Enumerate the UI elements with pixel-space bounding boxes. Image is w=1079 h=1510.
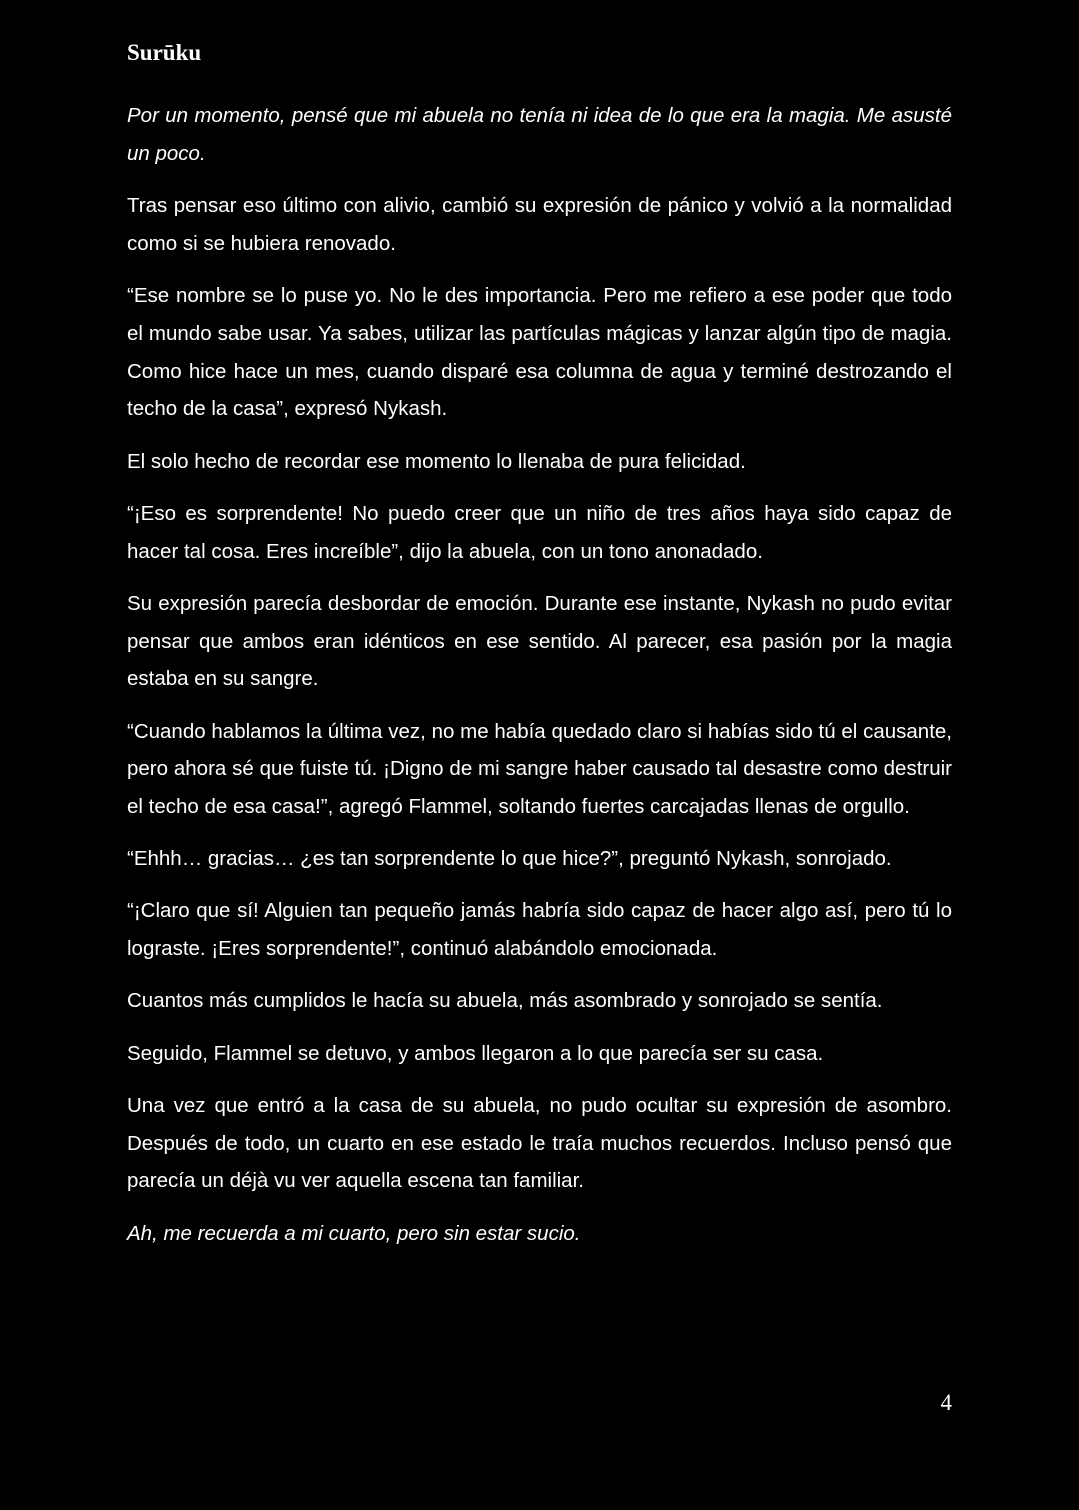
running-header-title: Surūku bbox=[127, 40, 202, 65]
paragraph: “Ehhh… gracias… ¿es tan sorprendente lo que hice?”, preguntó Nykash, sonrojado. bbox=[127, 847, 892, 871]
page-number: 4 bbox=[940, 1390, 952, 1415]
paragraph: Su expresión parecía desbordar de emoción. Durante ese instante, Nykash no pudo evitar pensar que ambos eran idénticos en ese sentido. Al parecer, esa pasión por la magia estaba en su sangre. bbox=[127, 591, 952, 691]
paragraph: “Ese nombre se lo puse yo. No le des importancia. Pero me refiero a ese poder que todo el mundo sabe usar. Ya sabes, utilizar las partículas mágicas y lanzar algún tipo de magia. Como hice hace un mes, cuando disparé esa columna de agua y terminé destrozando el techo de la casa”, expresó Nykash. bbox=[127, 283, 952, 421]
paragraph: Una vez que entró a la casa de su abuela, no pudo ocultar su expresión de asombro. Después de todo, un cuarto en ese estado le traía muchos recuerdos. Incluso pensó que parecía un déjà vu ver aquella escena tan familiar. bbox=[127, 1093, 952, 1193]
paragraph: Tras pensar eso último con alivio, cambió su expresión de pánico y volvió a la normalidad como si se hubiera renovado. bbox=[127, 193, 952, 255]
paragraph: El solo hecho de recordar ese momento lo llenaba de pura felicidad. bbox=[127, 449, 746, 473]
paragraph: “¡Claro que sí! Alguien tan pequeño jamás habría sido capaz de hacer algo así, pero tú lo lograste. ¡Eres sorprendente!”, continuó alabándolo emocionada. bbox=[127, 899, 952, 961]
paragraph: “Cuando hablamos la última vez, no me había quedado claro si habías sido tú el causante, pero ahora sé que fuiste tú. ¡Digno de mi sangre haber causado tal desastre como destruir el techo de esa casa!”, agregó Flammel, soltando fuertes carcajadas llenas de orgullo. bbox=[127, 719, 952, 819]
body-text bbox=[127, 97, 952, 1267]
paragraph-inner-thought-2: Ah, me recuerda a mi cuarto, pero sin estar sucio. bbox=[127, 1221, 581, 1245]
paragraph: Seguido, Flammel se detuvo, y ambos llegaron a lo que parecía ser su casa. bbox=[127, 1041, 824, 1065]
paragraph: Cuantos más cumplidos le hacía su abuela, más asombrado y sonrojado se sentía. bbox=[127, 989, 883, 1013]
paragraph-inner-thought-1: Por un momento, pensé que mi abuela no tenía ni idea de lo que era la magia. Me asusté un poco. bbox=[127, 104, 952, 165]
paragraph: “¡Eso es sorprendente! No puedo creer que un niño de tres años haya sido capaz de hacer tal cosa. Eres increíble”, dijo la abuela, con un tono anonadado. bbox=[127, 501, 952, 563]
